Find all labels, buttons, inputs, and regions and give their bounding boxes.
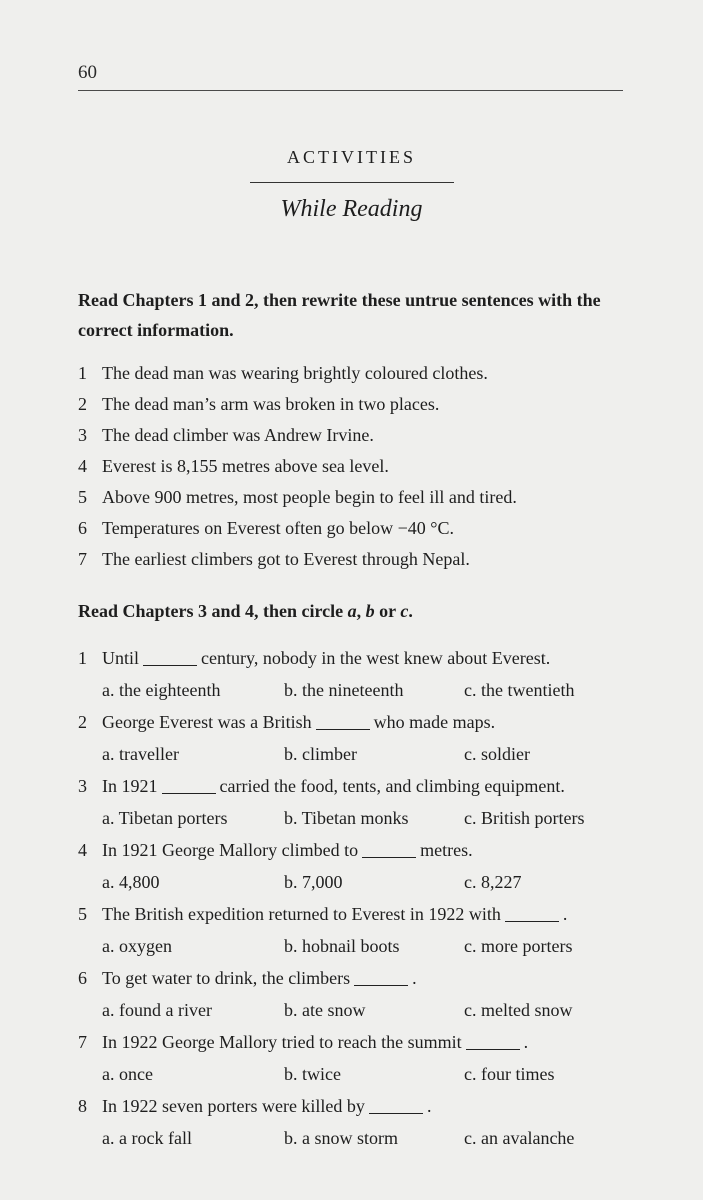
option-b: b. Tibetan monks <box>284 807 409 828</box>
question-text-after: who made maps. <box>373 711 496 732</box>
item-number: 6 <box>78 518 87 538</box>
option-c: c. four times <box>464 1063 555 1084</box>
item-text: Everest is 8,155 metres above sea level. <box>102 456 389 476</box>
question-number: 6 <box>78 967 87 988</box>
option-b: b. 7,000 <box>284 871 343 892</box>
option-b: b. hobnail boots <box>284 935 400 956</box>
item-number: 5 <box>78 487 87 507</box>
option-letter-c: c <box>400 601 409 621</box>
header-rule <box>78 90 623 91</box>
option-a: a. once <box>102 1063 153 1084</box>
instruction-1: Read Chapters 1 and 2, then rewrite these untrue sentences with the correct information. <box>78 290 601 340</box>
option-a: a. oxygen <box>102 935 172 956</box>
option-c: c. 8,227 <box>464 871 522 892</box>
item-number: 7 <box>78 549 87 569</box>
question <box>78 834 658 898</box>
question-text-before: In 1922 seven porters were killed by <box>102 1095 365 1116</box>
option-b: b. a snow storm <box>284 1127 398 1148</box>
item-text: Above 900 metres, most people begin to feel ill and tired. <box>102 487 517 507</box>
question-text-before: In 1921 <box>102 775 158 796</box>
question-text-after: . <box>562 903 568 924</box>
answer-blank <box>162 779 216 794</box>
item-number: 2 <box>78 394 87 414</box>
item-text: The dead climber was Andrew Irvine. <box>102 425 374 445</box>
question <box>78 962 658 1026</box>
item-text: The dead man’s arm was broken in two places. <box>102 394 440 414</box>
answer-blank <box>466 1035 520 1050</box>
question <box>78 898 658 962</box>
question <box>78 706 658 770</box>
question-text-after: . <box>523 1031 529 1052</box>
multiple-choice-list <box>78 642 658 1154</box>
question <box>78 1026 658 1090</box>
option-c: c. melted snow <box>464 999 573 1020</box>
option-c: c. the twentieth <box>464 679 575 700</box>
option-a: a. 4,800 <box>102 871 160 892</box>
answer-blank <box>316 715 370 730</box>
question-text-after: . <box>412 967 417 988</box>
question-text-after: century, nobody in the west knew about Everest. <box>201 647 551 668</box>
question-text-before: Until <box>102 647 140 668</box>
question-number: 8 <box>78 1095 87 1116</box>
option-b: b. climber <box>284 743 357 764</box>
answer-blank <box>143 651 197 666</box>
option-a: a. found a river <box>102 999 212 1020</box>
option-a: a. a rock fall <box>102 1127 192 1148</box>
list-item <box>78 358 658 389</box>
option-c: c. British porters <box>464 807 585 828</box>
question-number: 3 <box>78 775 87 796</box>
question-text-after: carried the food, tents, and climbing equipment. <box>219 775 565 796</box>
question <box>78 642 658 706</box>
list-item <box>78 544 658 575</box>
list-item <box>78 451 658 482</box>
item-number: 3 <box>78 425 87 445</box>
option-c: c. an avalanche <box>464 1127 575 1148</box>
section-heading: ACTIVITIES <box>287 147 416 167</box>
list-item <box>78 389 658 420</box>
question-text-before: In 1922 George Mallory tried to reach the summit <box>102 1031 462 1052</box>
item-text: The dead man was wearing brightly coloured clothes. <box>102 363 488 383</box>
item-number: 4 <box>78 456 87 476</box>
answer-blank <box>354 971 408 986</box>
item-text: The earliest climbers got to Everest through Nepal. <box>102 549 470 569</box>
instruction-suffix: . <box>408 601 413 621</box>
option-b: b. ate snow <box>284 999 366 1020</box>
question-text-before: To get water to drink, the climbers <box>102 967 351 988</box>
option-c: c. more porters <box>464 935 573 956</box>
option-letter-b: b <box>365 601 375 621</box>
question <box>78 770 658 834</box>
section-subheading: While Reading <box>280 196 423 222</box>
instruction-separator: , <box>356 601 366 621</box>
question-number: 7 <box>78 1031 87 1052</box>
instruction-2 <box>78 596 638 626</box>
question-number: 1 <box>78 647 87 668</box>
question-text-after: metres. <box>420 839 473 860</box>
option-c: c. soldier <box>464 743 530 764</box>
question <box>78 1090 658 1154</box>
answer-blank <box>369 1099 423 1114</box>
item-text: Temperatures on Everest often go below −40 °C. <box>102 518 454 538</box>
option-a: a. Tibetan porters <box>102 807 228 828</box>
instruction-text: Read Chapters 3 and 4, then circle <box>78 601 348 621</box>
instruction-separator: or <box>374 601 401 621</box>
title-rule <box>250 182 454 183</box>
answer-blank <box>505 907 559 922</box>
list-item <box>78 420 658 451</box>
option-a: a. the eighteenth <box>102 679 221 700</box>
item-number: 1 <box>78 363 87 383</box>
option-a: a. traveller <box>102 743 179 764</box>
rewrite-list <box>78 358 658 575</box>
question-number: 4 <box>78 839 87 860</box>
option-letter-a: a <box>347 601 357 621</box>
question-text-before: George Everest was a British <box>102 711 312 732</box>
question-text-before: The British expedition returned to Everest in 1922 with <box>102 903 501 924</box>
question-text-before: In 1921 George Mallory climbed to <box>102 839 359 860</box>
question-text-after: . <box>426 1095 432 1116</box>
page-number: 60 <box>78 62 97 83</box>
option-b: b. twice <box>284 1063 341 1084</box>
answer-blank <box>362 843 416 858</box>
question-number: 5 <box>78 903 87 924</box>
list-item <box>78 513 658 544</box>
option-b: b. the nineteenth <box>284 679 404 700</box>
list-item <box>78 482 658 513</box>
question-number: 2 <box>78 711 87 732</box>
